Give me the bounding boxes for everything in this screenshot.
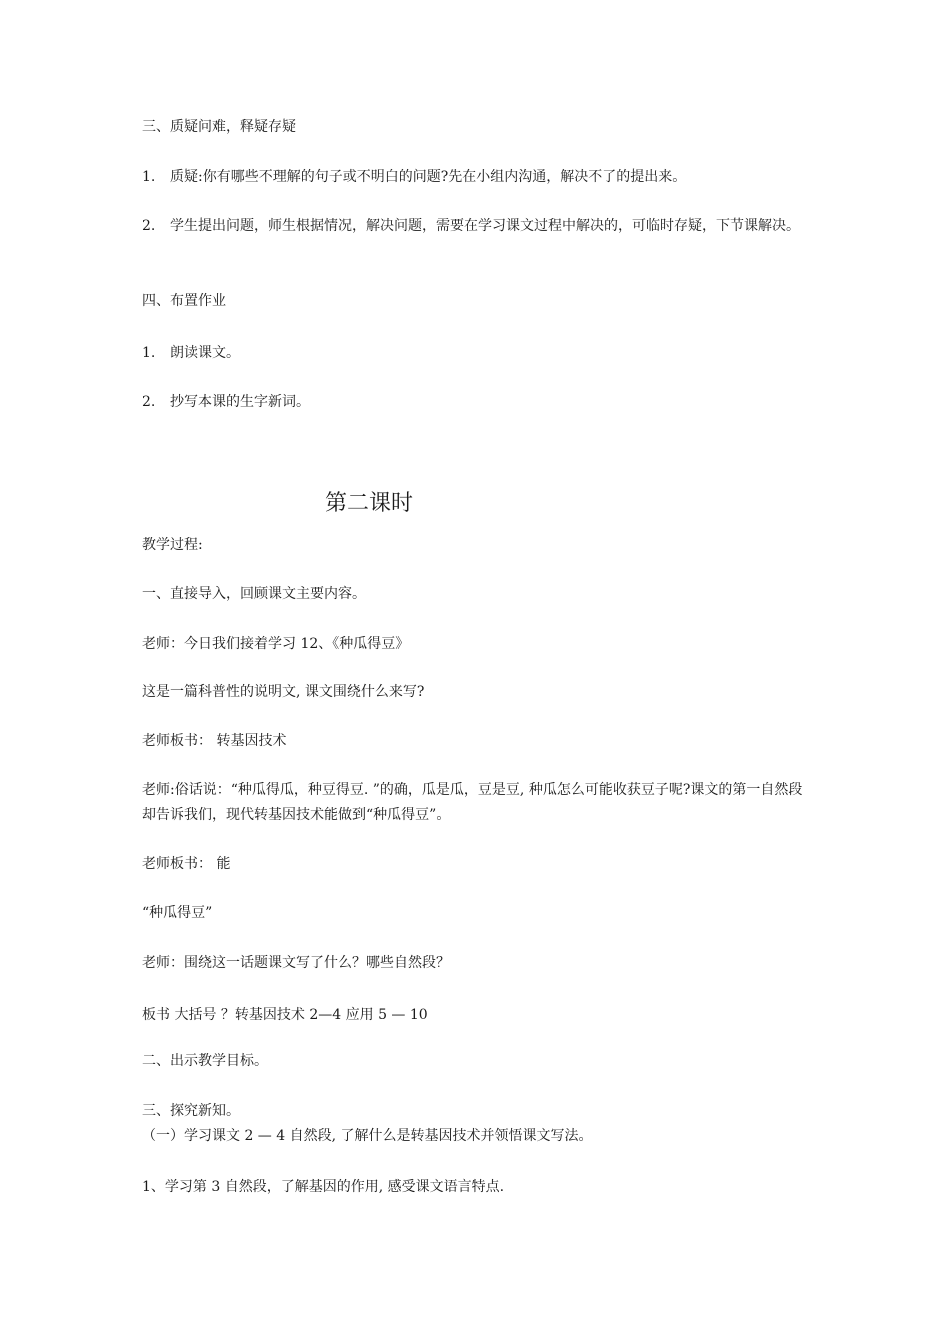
teacher-line-2: 老师:俗话说：“种瓜得瓜，种豆得豆. ”的确，瓜是瓜，豆是豆, 种瓜怎么可能收获豆子呢?课文的第一自然段却告诉我们，现代转基因技术能做到“种瓜得豆”。 (142, 782, 803, 823)
step3-item-1: 1、学习第 3 自然段，了解基因的作用, 感受课文语言特点. (142, 1179, 505, 1195)
item-number: 1. (142, 169, 156, 185)
section4-item-1 (142, 341, 240, 366)
teacher-line-1: 老师：今日我们接着学习 12、《种瓜得豆》 (142, 636, 410, 652)
board-note-1: 老师板书： 转基因技术 (142, 733, 287, 749)
section3-item-2 (142, 214, 814, 239)
teaching-process-label: 教学过程: (142, 537, 203, 553)
question-1: 这是一篇科普性的说明文, 课文围绕什么来写? (142, 684, 425, 700)
board-note-3: 板书 大括号 ？转基因技术 2—4 应用 5 — 10 (142, 1007, 428, 1023)
step3-heading: 三、探究新知。 (142, 1103, 240, 1119)
board-note-2: 老师板书： 能 (142, 856, 231, 872)
step3-subheading: （一）学习课文 2 — 4 自然段, 了解什么是转基因技术并领悟课文写法。 (142, 1128, 593, 1144)
item-text: 朗读课文。 (170, 345, 240, 361)
item-number: 1. (142, 345, 156, 361)
lesson2-title: 第二课时 (325, 491, 414, 516)
item-number: 2. (142, 218, 156, 234)
section4-heading: 四、布置作业 (142, 293, 226, 309)
step1-heading: 一、直接导入，回顾课文主要内容。 (142, 586, 366, 602)
item-number: 2. (142, 394, 156, 410)
step2-heading: 二、出示教学目标。 (142, 1053, 268, 1069)
section3-item-1 (142, 165, 686, 190)
teacher-line-3: 老师：围绕这一话题课文写了什么？哪些自然段？ (142, 955, 450, 971)
board-note-2-continued: “种瓜得豆” (142, 905, 213, 921)
item-text: 抄写本课的生字新词。 (170, 394, 310, 410)
section4-item-2 (142, 390, 310, 415)
section3-heading: 三、质疑问难，释疑存疑 (142, 119, 296, 135)
item-text: 学生提出问题，师生根据情况，解决问题，需要在学习课文过程中解决的，可临时存疑，下节课解决。 (170, 218, 800, 234)
item-text: 质疑:你有哪些不理解的句子或不明白的问题?先在小组内沟通，解决不了的提出来。 (170, 169, 687, 185)
